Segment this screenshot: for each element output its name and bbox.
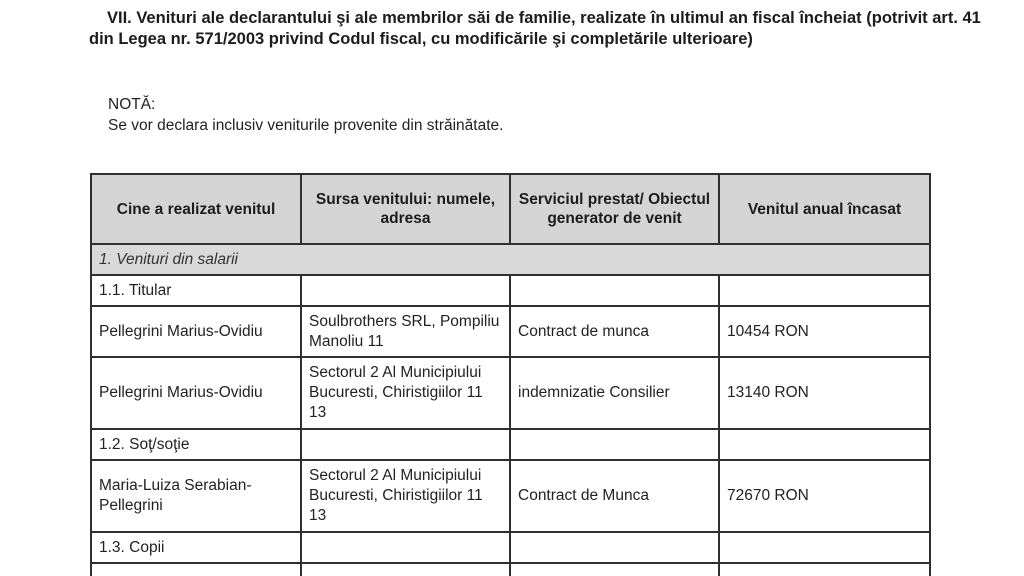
column-header-who: Cine a realizat venitul (91, 174, 301, 244)
table-row (91, 563, 930, 576)
group-label: 1.2. Soţ/soţie (91, 429, 301, 460)
column-header-income: Venitul anual încasat (719, 174, 930, 244)
cell-income: 13140 RON (719, 357, 930, 429)
column-header-service: Serviciul prestat/ Obiectul generator de venit (510, 174, 719, 244)
group-row-children (91, 532, 930, 563)
section-heading-text: VII. Venituri ale declarantului şi ale membrilor săi de familie, realizate în ultimul an fiscal încheiat (potrivit art. 41 din Legea nr. 571/2003 privind Codul fiscal, cu modificările şi completările ulterioare) (89, 9, 981, 48)
note-text: Se vor declara inclusiv veniturile provenite din străinătate. (108, 117, 504, 134)
note-label: NOTĂ: (108, 96, 156, 113)
section-heading (89, 8, 989, 50)
group-label: 1.1. Titular (91, 275, 301, 306)
cell-service: Contract de munca (510, 306, 719, 357)
cell-who: Pellegrini Marius-Ovidiu (91, 306, 301, 357)
cell-who: Maria-Luiza Serabian-Pellegrini (91, 460, 301, 532)
cell-service: Contract de Munca (510, 460, 719, 532)
table-row (91, 357, 930, 429)
cell-who: Pellegrini Marius-Ovidiu (91, 357, 301, 429)
cell-source: Sectorul 2 Al Municipiului Bucuresti, Chiristigiilor 11 13 (301, 460, 510, 532)
cell-income: 10454 RON (719, 306, 930, 357)
note-block (108, 94, 503, 136)
column-header-source: Sursa venitului: numele, adresa (301, 174, 510, 244)
section-label: 1. Venituri din salarii (91, 244, 930, 275)
table-row (91, 460, 930, 532)
group-row-titular (91, 275, 930, 306)
group-label: 1.3. Copii (91, 532, 301, 563)
section-row-salaries (91, 244, 930, 275)
cell-income: 72670 RON (719, 460, 930, 532)
cell-service: indemnizatie Consilier (510, 357, 719, 429)
cell-source: Sectorul 2 Al Municipiului Bucuresti, Chiristigiilor 11 13 (301, 357, 510, 429)
group-row-spouse (91, 429, 930, 460)
income-table (90, 173, 931, 576)
cell-source: Soulbrothers SRL, Pompiliu Manoliu 11 (301, 306, 510, 357)
table-header-row (91, 174, 930, 244)
table-row (91, 306, 930, 357)
